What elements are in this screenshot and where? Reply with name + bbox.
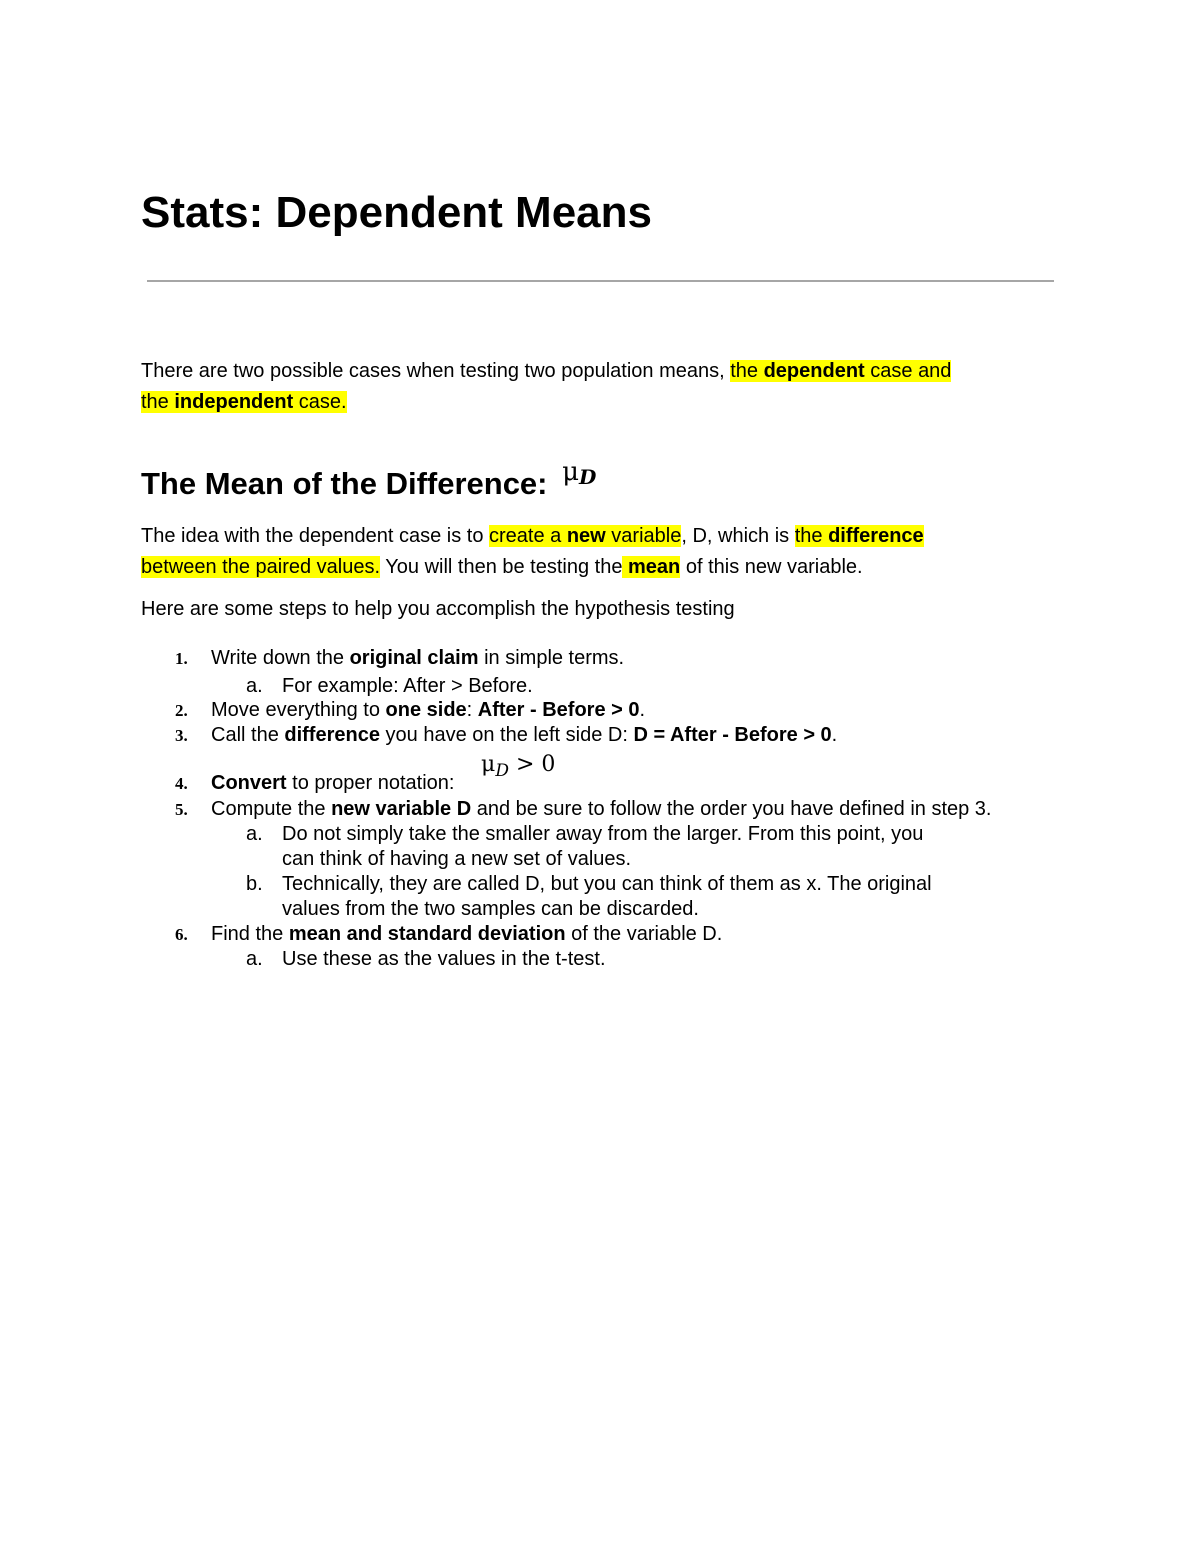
step-text: : (466, 699, 478, 721)
step-text: Call the (211, 724, 285, 746)
sub-item-line: values from the two samples can be discarded. (282, 898, 699, 920)
idea-text-3: You will then be testing the (380, 556, 623, 578)
highlight-create-a: create a (489, 525, 567, 547)
step-text: . (831, 724, 838, 746)
section-heading-text: The Mean of the Difference: (141, 466, 557, 501)
step-number: 6. (175, 925, 188, 944)
highlight-between-paired: between the paired values. (141, 556, 381, 578)
sub-item-line: For example: After > Before. (282, 675, 533, 697)
highlight-the-1: the (730, 360, 764, 382)
step-number: 1. (175, 649, 188, 668)
highlight-dependent: dependent (763, 360, 865, 382)
sub-letter: a. (246, 823, 263, 845)
sub-letter: b. (246, 873, 263, 895)
highlight-case-and: case and (864, 360, 952, 382)
highlight-new: new (566, 525, 606, 547)
step-5 (211, 797, 991, 821)
step-4 (211, 771, 454, 795)
idea-paragraph (141, 521, 1041, 583)
step-bold: new variable D (331, 798, 472, 820)
step-bold: mean and standard deviation (288, 923, 566, 945)
step-text: in simple terms. (478, 647, 625, 669)
highlight-the-2: the (141, 391, 175, 413)
step-text: Write down the (211, 647, 350, 669)
step-2 (211, 698, 645, 722)
step-bold: difference (284, 724, 380, 746)
step-1 (211, 646, 624, 670)
idea-text-4: of this new variable. (680, 556, 863, 578)
intro-text: There are two possible cases when testing two population means, (141, 360, 731, 382)
mu-symbol: μ (562, 457, 580, 487)
step-bold: one side (385, 699, 467, 721)
sub-item-line: Technically, they are called D, but you can think of them as x. The original (282, 873, 932, 895)
steps-intro: Here are some steps to help you accomplish the hypothesis testing (141, 598, 735, 620)
step-3 (211, 723, 837, 747)
step-text: and be sure to follow the order you have defined in step 3. (471, 798, 992, 820)
idea-text-2: , D, which is (681, 525, 795, 547)
notation-rest: > 0 (508, 752, 556, 777)
highlight-difference: difference (828, 525, 924, 547)
intro-paragraph (141, 356, 1041, 418)
step-bold: original claim (349, 647, 479, 669)
highlight-mean: mean (622, 556, 681, 578)
step-bold: Convert (211, 772, 287, 794)
step-number: 4. (175, 774, 188, 793)
step-text: . (639, 699, 646, 721)
highlight-independent: independent (174, 391, 294, 413)
step-text: to proper notation: (286, 772, 455, 794)
highlight-variable: variable (605, 525, 682, 547)
highlight-case: case. (293, 391, 347, 413)
mu-subscript: D (495, 761, 509, 781)
idea-text-1: The idea with the dependent case is to (141, 525, 490, 547)
notation-formula (481, 752, 556, 781)
step-text: you have on the left side D: (379, 724, 634, 746)
step-number: 2. (175, 701, 188, 720)
highlight-the-3: the (794, 525, 829, 547)
step-6 (211, 922, 722, 946)
step-text: Move everything to (211, 699, 386, 721)
mu-subscript: D (579, 465, 597, 489)
sub-item-line: Do not simply take the smaller away from the larger. From this point, you (282, 823, 924, 845)
step-number: 3. (175, 726, 188, 745)
step-bold: D = After - Before > 0 (633, 724, 832, 746)
sub-item-line: Use these as the values in the t-test. (282, 948, 606, 970)
mu-symbol: μ (481, 752, 496, 777)
horizontal-rule (147, 280, 1054, 282)
sub-letter: a. (246, 675, 263, 697)
page-title: Stats: Dependent Means (141, 188, 652, 237)
step-text: Compute the (211, 798, 332, 820)
sub-letter: a. (246, 948, 263, 970)
step-bold: After - Before > 0 (477, 699, 640, 721)
step-text: Find the (211, 923, 289, 945)
section-heading (141, 457, 597, 508)
sub-item-line: can think of having a new set of values. (282, 848, 632, 870)
step-number: 5. (175, 800, 188, 819)
step-text: of the variable D. (565, 923, 723, 945)
